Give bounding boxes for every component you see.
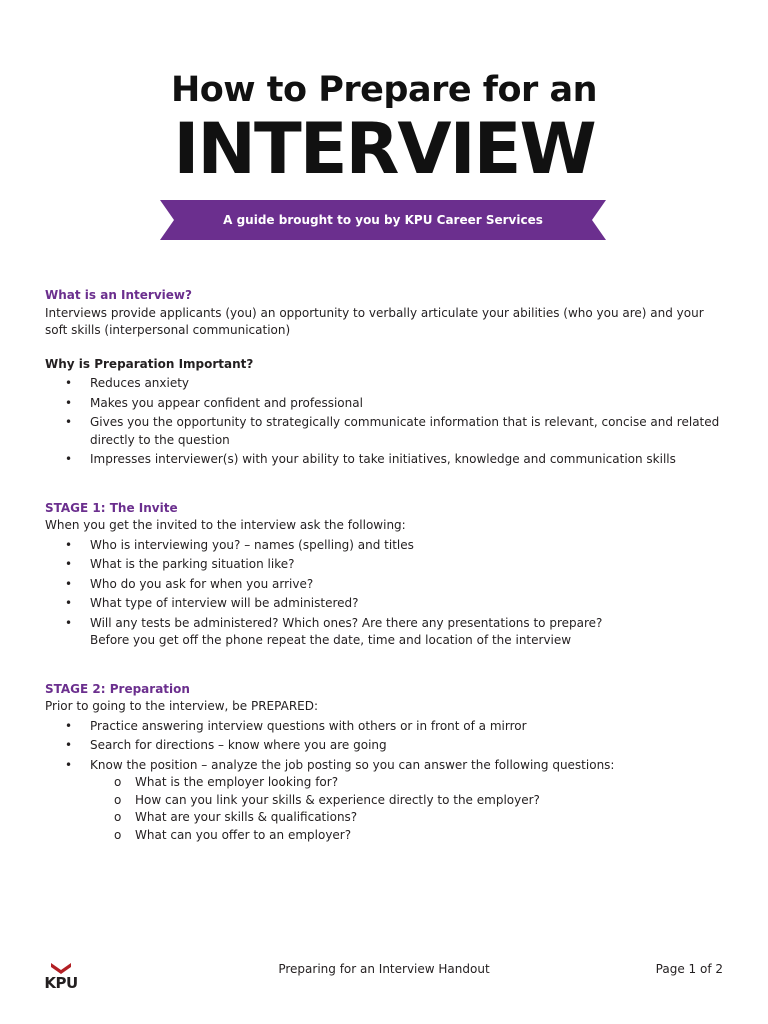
stage-2-sublist [90, 774, 725, 844]
heading-why-preparation: Why is Preparation Important? [45, 356, 254, 371]
list-item: • Reduces anxiety [45, 375, 725, 393]
stage-1-list [45, 537, 725, 650]
list-item-continuation: Before you get off the phone repeat the date, time and location of the interview [90, 633, 572, 647]
stage-2-intro: Prior to going to the interview, be PREPARED: [45, 699, 319, 713]
list-item: • Gives you the opportunity to strategically communicate information that is relevant, concise and related directly to the question [45, 414, 725, 449]
list-item: • What is the parking situation like? [45, 556, 725, 574]
footer-title: Preparing for an Interview Handout [278, 962, 490, 976]
document-body [45, 287, 725, 844]
title-line-2: INTERVIEW [173, 108, 595, 190]
sub-list-item: o What is the employer looking for? [90, 774, 725, 792]
list-item-text: Know the position – analyze the job posting so you can answer the following questions: [90, 757, 615, 772]
banner-text: A guide brought to you by KPU Career Services [223, 213, 543, 227]
sub-list-item: o What are your skills & qualifications? [90, 809, 725, 827]
heading-stage-1: STAGE 1: The Invite [45, 500, 178, 515]
list-item: • Impresses interviewer(s) with your ability to take initiatives, knowledge and communication skills [45, 451, 725, 469]
list-item: • Makes you appear confident and professional [45, 395, 725, 413]
stage-2-list [45, 718, 725, 845]
list-item: • Who do you ask for when you arrive? [45, 576, 725, 594]
kpu-logo-text: KPU [44, 974, 78, 992]
list-item [45, 615, 725, 650]
list-item: • Practice answering interview questions with others or in front of a mirror [45, 718, 725, 736]
subtitle-banner [160, 196, 606, 244]
why-preparation-list [45, 375, 725, 469]
page-number: Page 1 of 2 [655, 962, 723, 976]
heading-what-is-interview: What is an Interview? [45, 288, 192, 302]
title-line-1: How to Prepare for an [170, 70, 598, 110]
list-item [45, 757, 725, 845]
list-item: • What type of interview will be administered? [45, 595, 725, 613]
heading-stage-2: STAGE 2: Preparation [45, 681, 190, 696]
sub-list-item: o What can you offer to an employer? [90, 827, 725, 845]
sub-list-item: o How can you link your skills & experience directly to the employer? [90, 792, 725, 810]
list-item-text: Will any tests be administered? Which ones? Are there any presentations to prepare? [90, 615, 603, 630]
stage-1-intro: When you get the invited to the interview ask the following: [45, 518, 406, 532]
what-is-interview-text: Interviews provide applicants (you) an opportunity to verbally articulate your abilities (who you are) and your soft skills (interpersonal communication) [45, 305, 704, 337]
list-item: • Search for directions – know where you are going [45, 737, 725, 755]
list-item: • Who is interviewing you? – names (spelling) and titles [45, 537, 725, 555]
